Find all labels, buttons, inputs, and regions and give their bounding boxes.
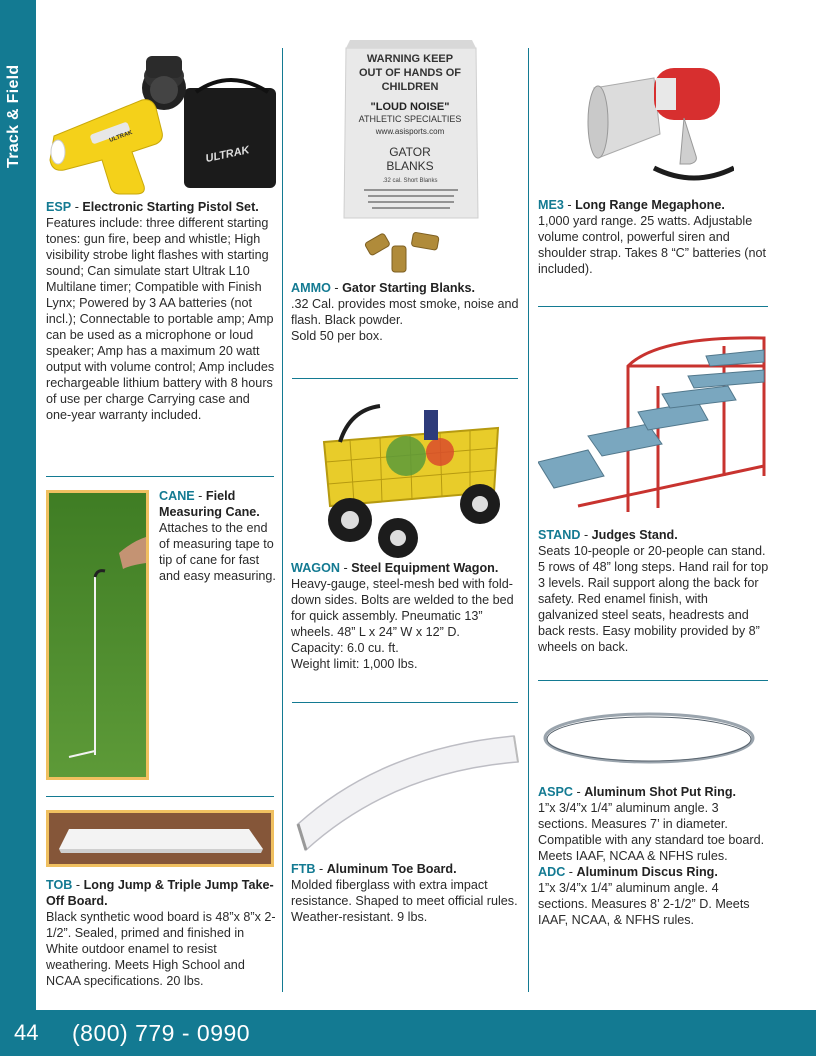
footer-bar — [0, 1010, 816, 1056]
separator: - — [194, 489, 206, 503]
section-rule — [538, 306, 768, 307]
separator: - — [573, 785, 585, 799]
product-title: Electronic Starting Pistol Set. — [82, 200, 259, 214]
starting-pistol-image — [46, 48, 280, 198]
section-rule — [538, 680, 768, 681]
product-description-extra: Weight limit: 1,000 lbs. — [291, 657, 418, 671]
column-divider — [282, 48, 283, 992]
product-me3 — [538, 197, 770, 277]
product-code: AMMO — [291, 281, 331, 295]
page-number: 44 — [14, 1020, 39, 1045]
judges-stand-image — [538, 326, 770, 518]
product-title: Gator Starting Blanks. — [342, 281, 476, 295]
product-title: Judges Stand. — [591, 528, 678, 542]
product-code: CANE — [159, 489, 195, 503]
product-code: ADC — [538, 865, 566, 879]
box-warning-line: WARNING KEEP — [366, 53, 454, 65]
product-title: Aluminum Discus Ring. — [576, 865, 718, 879]
megaphone-image — [584, 58, 734, 188]
product-wagon — [291, 560, 521, 672]
separator: - — [330, 281, 343, 295]
bag-brand-label: ULTRAK — [204, 144, 251, 166]
box-loud-noise: "LOUD NOISE" — [370, 101, 450, 113]
product-cane — [159, 488, 277, 584]
separator: - — [72, 878, 84, 892]
box-warning-line: CHILDREN — [381, 81, 439, 93]
equipment-wagon-image — [310, 402, 506, 558]
product-description: .32 Cal. provides most smoke, noise and flash. Black powder. — [291, 297, 519, 327]
take-off-board-image — [46, 810, 274, 867]
section-rule — [292, 702, 518, 703]
separator: - — [71, 200, 83, 214]
product-description-extra: Capacity: 6.0 cu. ft. — [291, 641, 399, 655]
product-code: STAND — [538, 528, 581, 542]
product-code: TOB — [46, 878, 73, 892]
product-description: 1”x 3/4”x 1/4” aluminum angle. 4 sections. Measures 8’ 2-1/2” D. Meets IAAF, NCAA, & NFHS rules. — [538, 881, 750, 927]
box-website: www.asisports.com — [375, 127, 445, 136]
product-description: 1”x 3/4”x 1/4” aluminum angle. 3 sections. Measures 7’ in diameter. Compatible with any standard toe board. Meets IAAF, NCAA & NFHS rules. — [538, 801, 765, 863]
product-ftb — [291, 861, 519, 925]
toe-board-image — [292, 728, 520, 852]
box-product-name: GATOR — [389, 145, 431, 159]
shot-put-ring-image — [540, 706, 758, 770]
box-warning-line: OUT OF HANDS OF — [358, 67, 462, 79]
separator: - — [563, 198, 576, 212]
product-title: Aluminum Shot Put Ring. — [584, 785, 737, 799]
product-title: Aluminum Toe Board. — [326, 862, 457, 876]
product-description: Seats 10-people or 20-people can stand. 5 rows of 48” long steps. Hand rail for top 3 levels. Rail support along the back for safety. Red enamel finish, with galvanized steel seats, headrests and back rests. Easy mobility provided by 8” wheels on back. — [538, 544, 769, 654]
product-code: FTB — [291, 862, 316, 876]
product-esp — [46, 199, 276, 423]
product-code: ESP — [46, 200, 72, 214]
product-title: Long Range Megaphone. — [575, 198, 725, 212]
product-description: Black synthetic wood board is 48”x 8”x 2-1/2”. Sealed, primed and finished in White outdoor enamel to resist weathering. Meets High School and NCAA specifications. 20 lbs. — [46, 910, 276, 988]
product-title: Long Jump & Triple Jump Take-Off Board. — [46, 878, 274, 908]
product-title: Steel Equipment Wagon. — [351, 561, 499, 575]
separator: - — [565, 865, 577, 879]
product-description: Heavy-gauge, steel-mesh bed with fold-down sides. Bolts are welded to the bed for quick assembly. Pneumatic 13” wheels. 48” L x 24” W x 12” D. — [291, 577, 514, 639]
product-tob — [46, 877, 276, 989]
separator: - — [580, 528, 592, 542]
separator: - — [315, 862, 327, 876]
pistol-brand-label: ULTRAK — [108, 129, 134, 144]
product-description: Attaches to the end of measuring tape to tip of cane for fast and easy measuring. — [159, 521, 276, 583]
product-aspc — [538, 784, 770, 928]
product-ammo — [291, 280, 519, 344]
product-description: 1,000 yard range. 25 watts. Adjustable volume control, powerful siren and shoulder strap. Takes 8 “C” batteries (not included). — [538, 214, 766, 276]
product-code: ME3 — [538, 198, 564, 212]
box-product-name: BLANKS — [386, 159, 434, 173]
section-rule — [292, 378, 518, 379]
product-description: Features include: three different starting tones: gun fire, beep and whistle; High visibility strobe light flashes with starting sound; Can simulate start Ultrak L10 Multilane timer; Compatible with Finish Lynx; Powered by 3 AA batteries (not incl.); Connectable to portable amp; Amp can be used as a microphone or loud speaker; Amp has a maximum 20 watt output with volume control; Amp includes rechargeable lithium battery with 8 hours of use per charge Carrying case and one-year warranty included. — [46, 216, 275, 422]
product-description-extra: Sold 50 per box. — [291, 329, 383, 343]
product-code: WAGON — [291, 561, 340, 575]
separator: - — [339, 561, 352, 575]
section-label: Track & Field — [5, 64, 22, 168]
side-bar — [0, 0, 36, 1010]
box-caliber: .32 cal. Short Blanks — [382, 178, 438, 184]
product-description: Molded fiberglass with extra impact resistance. Shaped to meet official rules. Weather-resistant. 9 lbs. — [291, 878, 518, 924]
section-rule — [46, 796, 274, 797]
section-rule — [46, 476, 274, 477]
product-title: Field Measuring Cane. — [159, 489, 260, 519]
phone-number: (800) 779 - 0990 — [72, 1020, 251, 1046]
measuring-cane-image — [46, 490, 149, 780]
box-brand: ATHLETIC SPECIALTIES — [358, 114, 462, 124]
product-stand — [538, 527, 770, 655]
starting-blanks-image — [306, 18, 516, 278]
column-divider — [528, 48, 529, 992]
product-code: ASPC — [538, 785, 573, 799]
